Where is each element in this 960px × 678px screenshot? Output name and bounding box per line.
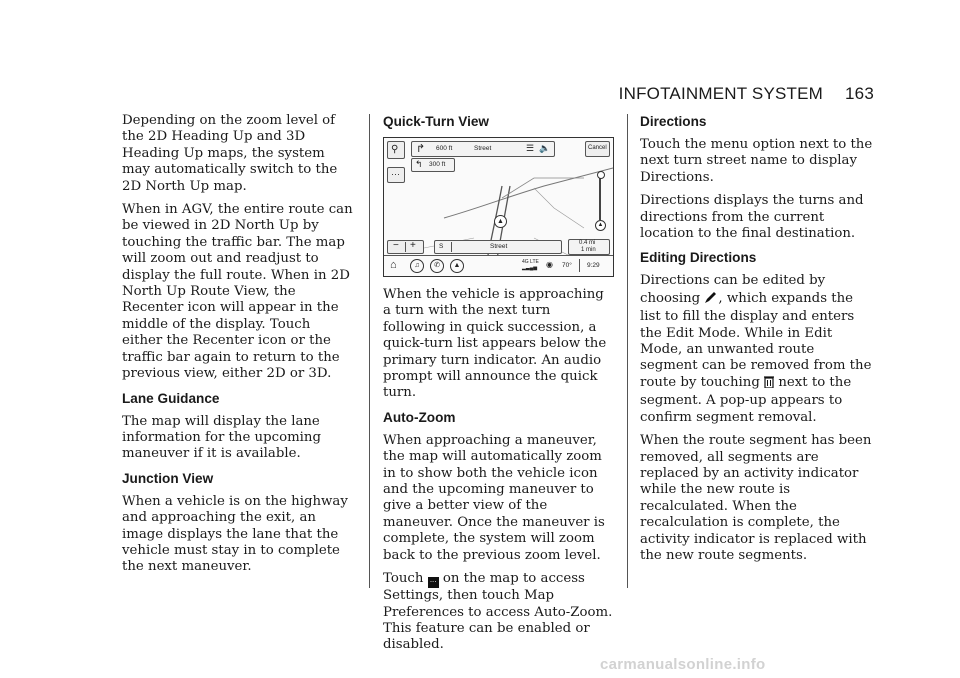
turn-left-icon: ↰	[415, 159, 423, 169]
quick-distance: 300 ft	[429, 161, 446, 168]
paragraph: Touch the menu option next to the next turn street name to display Directions.	[640, 137, 873, 185]
column-divider	[369, 114, 370, 588]
search-icon: ⚲	[391, 144, 399, 155]
column-3	[640, 113, 874, 571]
column-1	[122, 113, 354, 583]
section-title: INFOTAINMENT SYSTEM	[618, 84, 824, 103]
primary-distance: 600 ft	[436, 145, 453, 152]
column-2	[383, 113, 615, 661]
cancel-label: Cancel	[588, 145, 607, 151]
remaining-panel[interactable]	[568, 239, 610, 255]
destination-icon: ▲	[595, 220, 606, 231]
remaining-distance: 0.4 mi	[579, 240, 596, 246]
paragraph: When in AGV, the entire route can be viewed in 2D North Up by touching the traffic bar. The map will zoom out and readjust to display the full route. When in 2D North Up Route View, the Recenter icon will appear in the middle of the display. Touch either the Recenter icon or the traffic bar again to return to the previous view, either 2D or 3D.	[122, 202, 353, 382]
paragraph: When approaching a maneuver, the map will automatically zoom in to show both the vehicle icon and the upcoming maneuver to give a better view of the maneuver. Once the maneuver is complete, the system will zoom back to the previous zoom level.	[383, 432, 605, 563]
column-divider	[627, 114, 628, 588]
menu-button[interactable]	[387, 167, 405, 183]
signal-indicator: 4G LTE	[522, 259, 539, 265]
location-pin-icon: ◉	[546, 260, 553, 269]
heading-auto-zoom: Auto-Zoom	[383, 409, 456, 425]
primary-street: Street	[474, 145, 492, 152]
more-icon: ···	[391, 169, 400, 179]
paragraph: Directions displays the turns and directions from the current location to the final destination.	[640, 193, 864, 242]
heading-junction-view: Junction View	[122, 470, 214, 486]
heading-quick-turn-view: Quick-Turn View	[383, 114, 490, 129]
traffic-bar-top	[597, 171, 605, 179]
page-number: 163	[845, 84, 874, 103]
nav-icon[interactable]: ▲	[450, 259, 464, 273]
settings-menu-icon: ···	[428, 577, 439, 588]
text-fragment: , which expands the list to fill the display and enters the Edit Mode. While in Edit Mode, an unwanted route segment can be removed from the route by touching	[640, 290, 872, 390]
zoom-in-icon: +	[410, 240, 416, 251]
page-header	[619, 84, 874, 104]
text-fragment: Directions can be edited by choosing	[640, 273, 826, 306]
status-divider	[579, 259, 580, 272]
status-bar	[384, 255, 613, 277]
pencil-icon	[704, 290, 718, 309]
text-fragment: next to the segment. A pop-up appears to confirm segment removal.	[640, 374, 852, 425]
text-fragment: on the map to access Settings, then touch Map Preferences to access Auto-Zoom. This feature can be enabled or disabled.	[383, 571, 613, 653]
paragraph	[383, 571, 615, 654]
navigation-screenshot	[383, 137, 614, 277]
zoom-out-icon: −	[393, 240, 399, 251]
paragraph: When the vehicle is approaching a turn with the next turn following in quick succession, a quick-turn list appears below the primary turn indicator. An audio prompt will announce the quick turn.	[383, 287, 607, 401]
street-bar[interactable]	[434, 240, 562, 254]
cancel-button[interactable]	[585, 141, 610, 157]
signal-bars-icon: ▂▃▄▅	[522, 265, 538, 271]
paragraph	[640, 273, 874, 426]
vehicle-icon: ▲	[494, 215, 507, 228]
text-fragment: Touch	[383, 571, 424, 587]
trash-icon	[764, 375, 774, 393]
home-icon[interactable]: ⌂	[390, 259, 397, 271]
paragraph: When the route segment has been removed, all segments are replaced by an activity indicator while the new route is recalculated. When the recalculation is complete, the activity indicator is replaced with the new route segments.	[640, 433, 872, 563]
search-button[interactable]	[387, 141, 405, 159]
heading-editing-directions: Editing Directions	[640, 250, 757, 266]
clock: 9:29	[587, 262, 600, 269]
remaining-time: 1 min	[581, 247, 596, 253]
quick-turn-indicator	[411, 158, 455, 172]
heading-directions: Directions	[640, 114, 707, 129]
street-divider	[451, 242, 452, 252]
heading-lane-guidance: Lane Guidance	[122, 390, 220, 406]
paragraph: When a vehicle is on the highway and approaching the exit, an image displays the lane that the vehicle must stay in to complete the next maneuver.	[122, 493, 348, 575]
speaker-icon: 🔈	[539, 143, 551, 153]
temperature: 70°	[562, 262, 572, 269]
paragraph: Depending on the zoom level of the 2D Heading Up and 3D Heading Up maps, the system may automatically switch to the 2D North Up map.	[122, 113, 338, 194]
zoom-controls[interactable]	[387, 240, 424, 254]
primary-turn-bar[interactable]	[411, 141, 555, 157]
heading-letter: S	[439, 243, 444, 250]
turn-right-icon: ↱	[416, 143, 426, 155]
zoom-divider	[405, 242, 406, 252]
bottom-street: Street	[490, 243, 508, 250]
phone-icon[interactable]: ✆	[430, 259, 444, 273]
audio-icon[interactable]: ♫	[410, 259, 424, 273]
watermark: carmanualsonline.info	[600, 656, 766, 673]
paragraph: The map will display the lane information for the upcoming maneuver if it is available.	[122, 413, 322, 462]
list-icon: ☰	[526, 143, 535, 153]
